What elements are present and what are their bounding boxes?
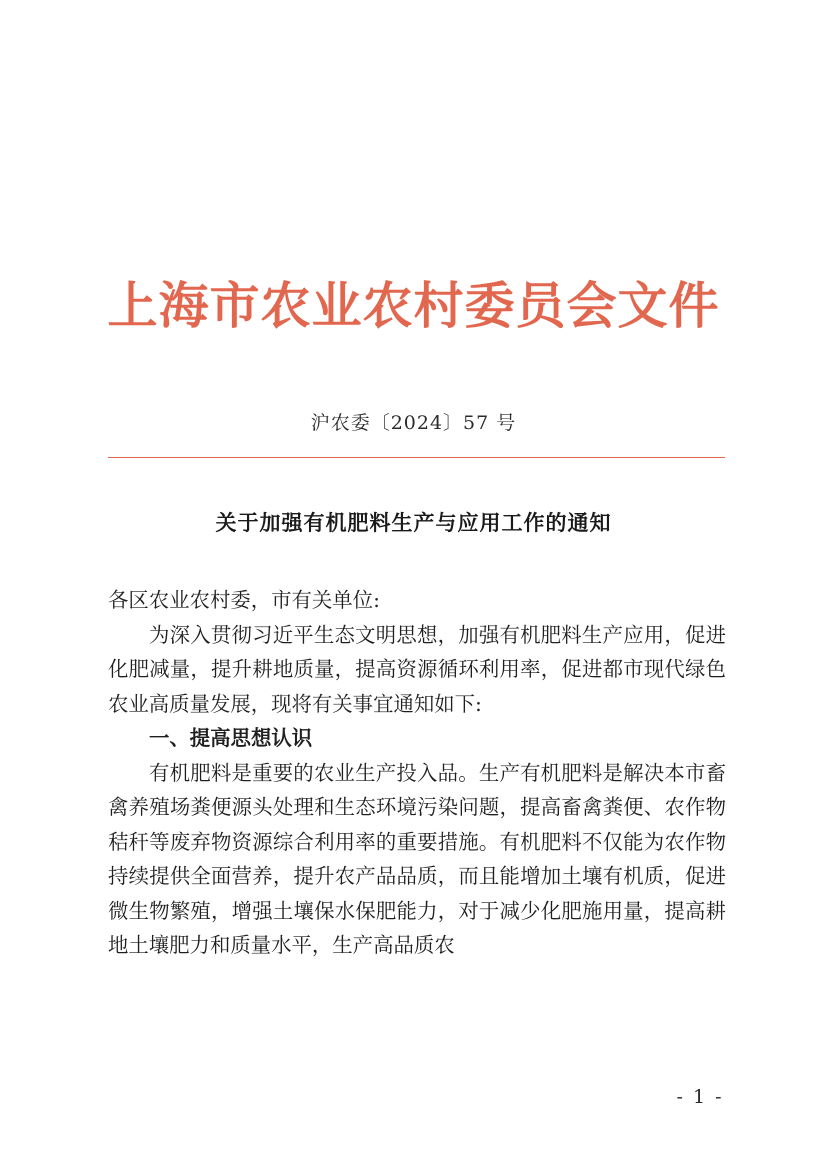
document-number: 沪农委〔2024〕57 号 [310, 412, 517, 434]
document-body [108, 583, 726, 963]
page-number: - 1 - [676, 1086, 724, 1108]
intro-paragraph: 为深入贯彻习近平生态文明思想，加强有机肥料生产应用，促进化肥减量，提升耕地质量，提高资源循环利用率，促进都市现代绿色农业高质量发展，现将有关事宜通知如下: [108, 622, 726, 716]
salutation: 各区农业农村委，市有关单位: [108, 588, 380, 612]
red-divider-line [108, 457, 725, 458]
document-title: 关于加强有机肥料生产与应用工作的通知 [215, 510, 612, 535]
section-paragraph: 有机肥料是重要的农业生产投入品。生产有机肥料是解决本市畜禽养殖场粪便源头处理和生态环境污染问题，提高畜禽粪便、农作物秸秆等废弃物资源综合利用率的重要措施。有机肥料不仅能为农作物持续提供全面营养，提升农产品品质，而且能增加土壤有机质，促进微生物繁殖，增强土壤保水保肥能力，对于减少化肥施用量，提高耕地土壤肥力和质量水平，生产高品质农 [108, 760, 726, 957]
issuing-authority-header: 上海市农业农村委员会文件 [107, 277, 720, 335]
section-heading: 一、提高思想认识 [149, 726, 313, 750]
